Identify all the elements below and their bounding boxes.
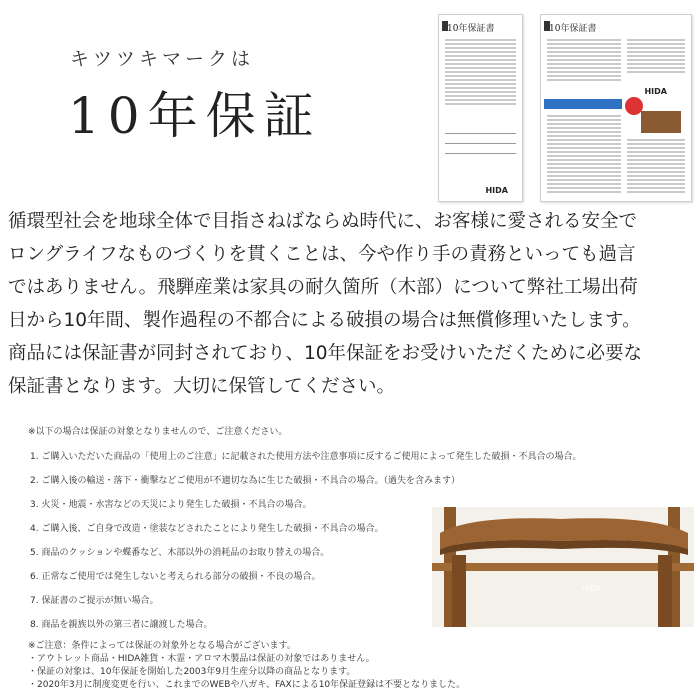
note-item: 3. 火災・地震・水害などの天災により発生した破損・不具合の場合。 xyxy=(30,500,312,510)
document-brand: HIDA xyxy=(644,87,667,96)
document-title: 10年保証書 xyxy=(447,24,495,34)
warranty-document-front xyxy=(438,14,523,202)
intro-line: 日から10年間、製作過程の不都合による破損の場合は無償修理いたします。 xyxy=(8,310,641,331)
document-text-lines-right xyxy=(627,39,685,75)
page-title: 10年保証 xyxy=(68,87,322,145)
product-photo-stool xyxy=(432,507,694,627)
warranty-document-back xyxy=(540,14,692,202)
document-blue-band xyxy=(544,99,622,109)
document-text-lines-lower-right xyxy=(627,139,685,195)
intro-paragraph xyxy=(8,205,698,403)
document-text-lines xyxy=(547,39,621,83)
footnote-line: ・保証の対象は、10年保証を開始した2003年9月生産分以降の商品となります。 xyxy=(28,667,356,677)
intro-line: ロングライフなものづくりを貫くことは、今や作り手の責務といっても過言 xyxy=(8,244,636,265)
intro-line: 保証書となります。大切に保管してください。 xyxy=(8,376,396,397)
intro-line: 商品には保証書が同封されており、10年保証をお受けいただくために必要な xyxy=(8,343,643,364)
stool-brand-label: HIDA xyxy=(582,584,602,593)
note-item: 1. ご購入いただいた商品の「使用上のご注意」に記載された使用方法や注意事項に反するご使用によって発生した破損・不具合の場合。 xyxy=(30,452,582,462)
intro-line: ではありません。飛騨産業は家具の耐久箇所（木部）について弊社工場出荷 xyxy=(8,277,638,298)
document-text-lines-lower xyxy=(547,115,621,195)
note-item: 8. 商品を親族以外の第三者に譲渡した場合。 xyxy=(30,620,213,630)
note-item: 5. 商品のクッションや蝶番など、木部以外の消耗品のお取り替えの場合。 xyxy=(30,548,330,558)
document-text-lines xyxy=(445,39,516,107)
page-subtitle: キツツキマークは xyxy=(70,48,255,70)
note-item: 6. 正常なご使用では発生しないと考えられる部分の破損・不良の場合。 xyxy=(30,572,321,582)
footnote-line: ・2020年3月に制度変更を行い、これまでのWEBや八ガキ、FAXによる10年保証登録は不要となりました。 xyxy=(28,680,466,690)
document-form-lines xyxy=(445,133,516,163)
intro-line: 循環型社会を地球全体で目指さねばならぬ時代に、お客様に愛される安全で xyxy=(8,211,638,232)
note-item: 7. 保証書のご提示が無い場合。 xyxy=(30,596,159,606)
notes-heading: ※以下の場合は保証の対象となりませんので、ご注意ください。 xyxy=(28,427,288,437)
note-item: 2. ご購入後の輸送・落下・衝撃などご使用が不適切な為に生じた破損・不具合の場合。（過失を含みます） xyxy=(30,476,460,486)
footnote-line: ※ご注意：条件によっては保証の対象外となる場合がございます。 xyxy=(28,641,296,651)
footnotes xyxy=(28,640,465,692)
footnote-line: ・アウトレット商品・HIDA雑貨・木霊・アロマ木製品は保証の対象ではありません。 xyxy=(28,654,375,664)
stool-illustration xyxy=(432,507,694,627)
document-title: 10年保証書 xyxy=(549,24,597,34)
note-item: 4. ご購入後、ご自身で改造・塗装などされたことにより発生した破損・不具合の場合。 xyxy=(30,524,384,534)
document-brand: HIDA xyxy=(485,186,508,195)
document-product-photo xyxy=(641,111,681,133)
